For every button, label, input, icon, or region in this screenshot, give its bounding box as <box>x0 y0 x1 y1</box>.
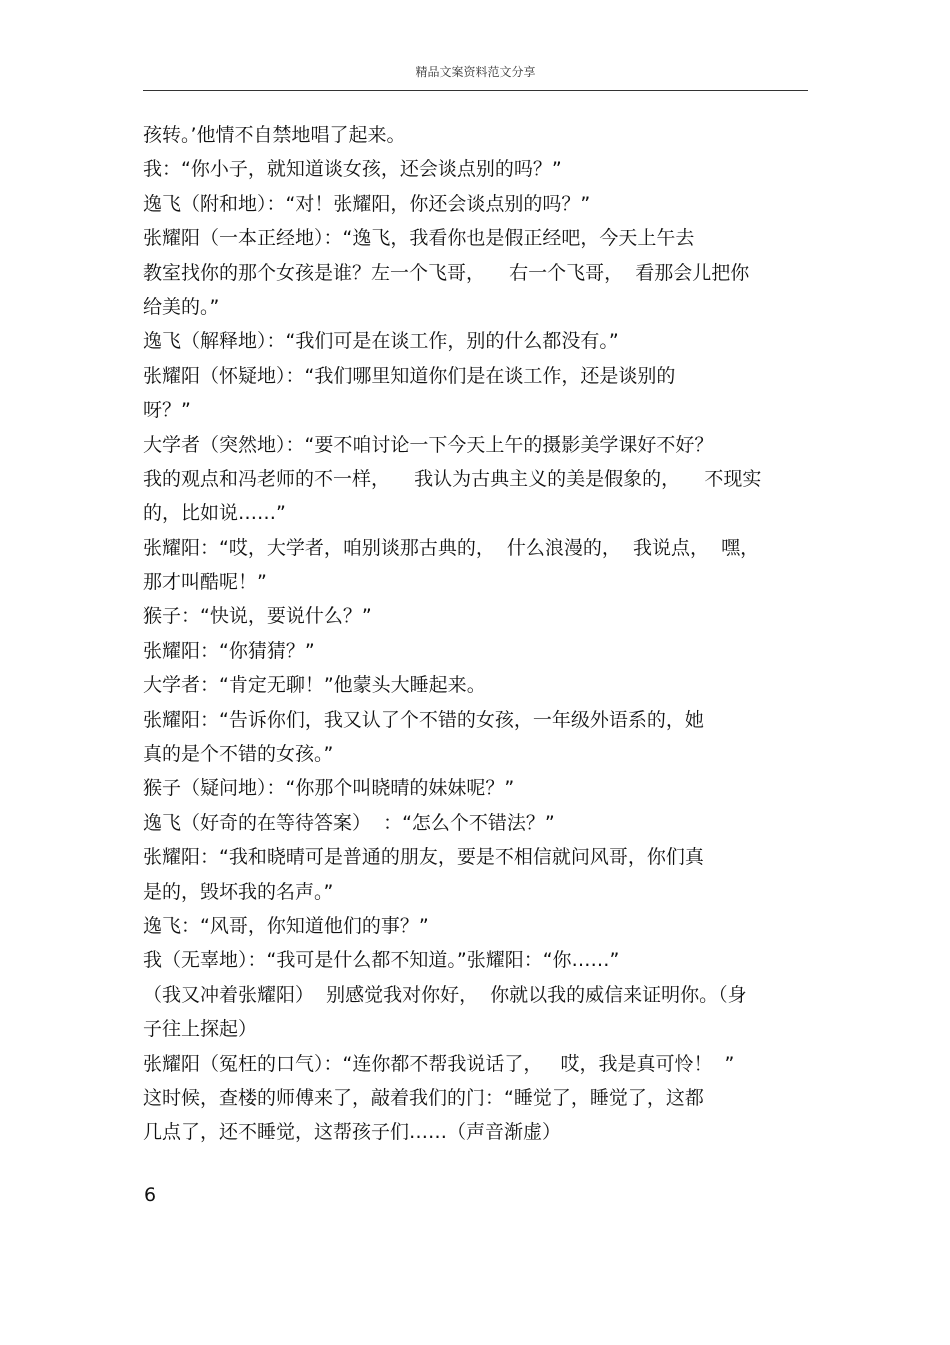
text-line: 猴子：“快说，要说什么？” <box>143 605 372 628</box>
document-body <box>143 118 813 1150</box>
text-line: 我（无辜地）：“我可是什么都不知道。”张耀阳：“你……” <box>143 949 620 972</box>
text-line: 我的观点和冯老师的不一样， 我认为古典主义的美是假象的， 不现实 <box>143 467 762 490</box>
page-header-title: 精品文案资料范文分享 <box>415 65 536 79</box>
text-line: 的，比如说……” <box>143 502 286 525</box>
text-line: 给美的。” <box>143 295 220 318</box>
text-line: 我：“你小子，就知道谈女孩，还会谈点别的吗？” <box>143 158 562 181</box>
text-line: 张耀阳（怀疑地）：“我们哪里知道你们是在谈工作，还是谈别的 <box>143 364 676 387</box>
text-line: （我又冲着张耀阳） 别感觉我对你好， 你就以我的威信来证明你。（身 <box>143 983 747 1006</box>
page-number: 6 <box>144 1184 157 1206</box>
text-line: 逸飞：“风哥，你知道他们的事？” <box>143 914 429 937</box>
text-line: 这时候，查楼的师傅来了，敲着我们的门：“睡觉了，睡觉了，这都 <box>143 1086 704 1109</box>
text-line: 逸飞（附和地）：“对！张耀阳，你还会谈点别的吗？” <box>143 192 591 215</box>
text-line: 子往上探起） <box>143 1018 258 1041</box>
text-line: 张耀阳：“我和晓晴可是普通的朋友，要是不相信就问风哥，你们真 <box>143 846 704 869</box>
text-line: 呀？” <box>143 399 191 422</box>
text-line: 张耀阳（一本正经地）：“逸飞，我看你也是假正经吧，今天上午去 <box>143 227 695 250</box>
text-line: 猴子（疑问地）：“你那个叫晓晴的妹妹呢？” <box>143 777 515 800</box>
text-line: 逸飞（好奇的在等待答案） ：“怎么个不错法？” <box>143 811 555 834</box>
text-line: 教室找你的那个女孩是谁？左一个飞哥， 右一个飞哥， 看那会儿把你 <box>143 261 750 284</box>
header-divider <box>143 90 808 91</box>
text-line: 张耀阳：“哎，大学者，咱别谈那古典的， 什么浪漫的， 我说点， 嘿， <box>143 536 760 559</box>
text-line: 那才叫酷呢！” <box>143 571 267 594</box>
text-line: 逸飞（解释地）：“我们可是在谈工作，别的什么都没有。” <box>143 330 619 353</box>
text-line: 张耀阳：“你猜猜？” <box>143 639 315 662</box>
text-line: 真的是个不错的女孩。” <box>143 743 334 766</box>
text-line: 张耀阳：“告诉你们，我又认了个不错的女孩，一年级外语系的，她 <box>143 708 704 731</box>
text-line: 孩转。’他情不自禁地唱了起来。 <box>143 124 406 146</box>
text-line: 张耀阳（冤枉的口气）：“连你都不帮我说话了， 哎，我是真可怜！ ” <box>143 1052 735 1075</box>
text-line: 大学者：“肯定无聊！”他蒙头大睡起来。 <box>143 674 486 697</box>
text-line: 几点了，还不睡觉，这帮孩子们……（声音渐虚） <box>143 1121 562 1144</box>
text-line: 大学者（突然地）：“要不咱讨论一下今天上午的摄影美学课好不好？ <box>143 433 714 456</box>
text-line: 是的，毁坏我的名声。” <box>143 880 334 903</box>
